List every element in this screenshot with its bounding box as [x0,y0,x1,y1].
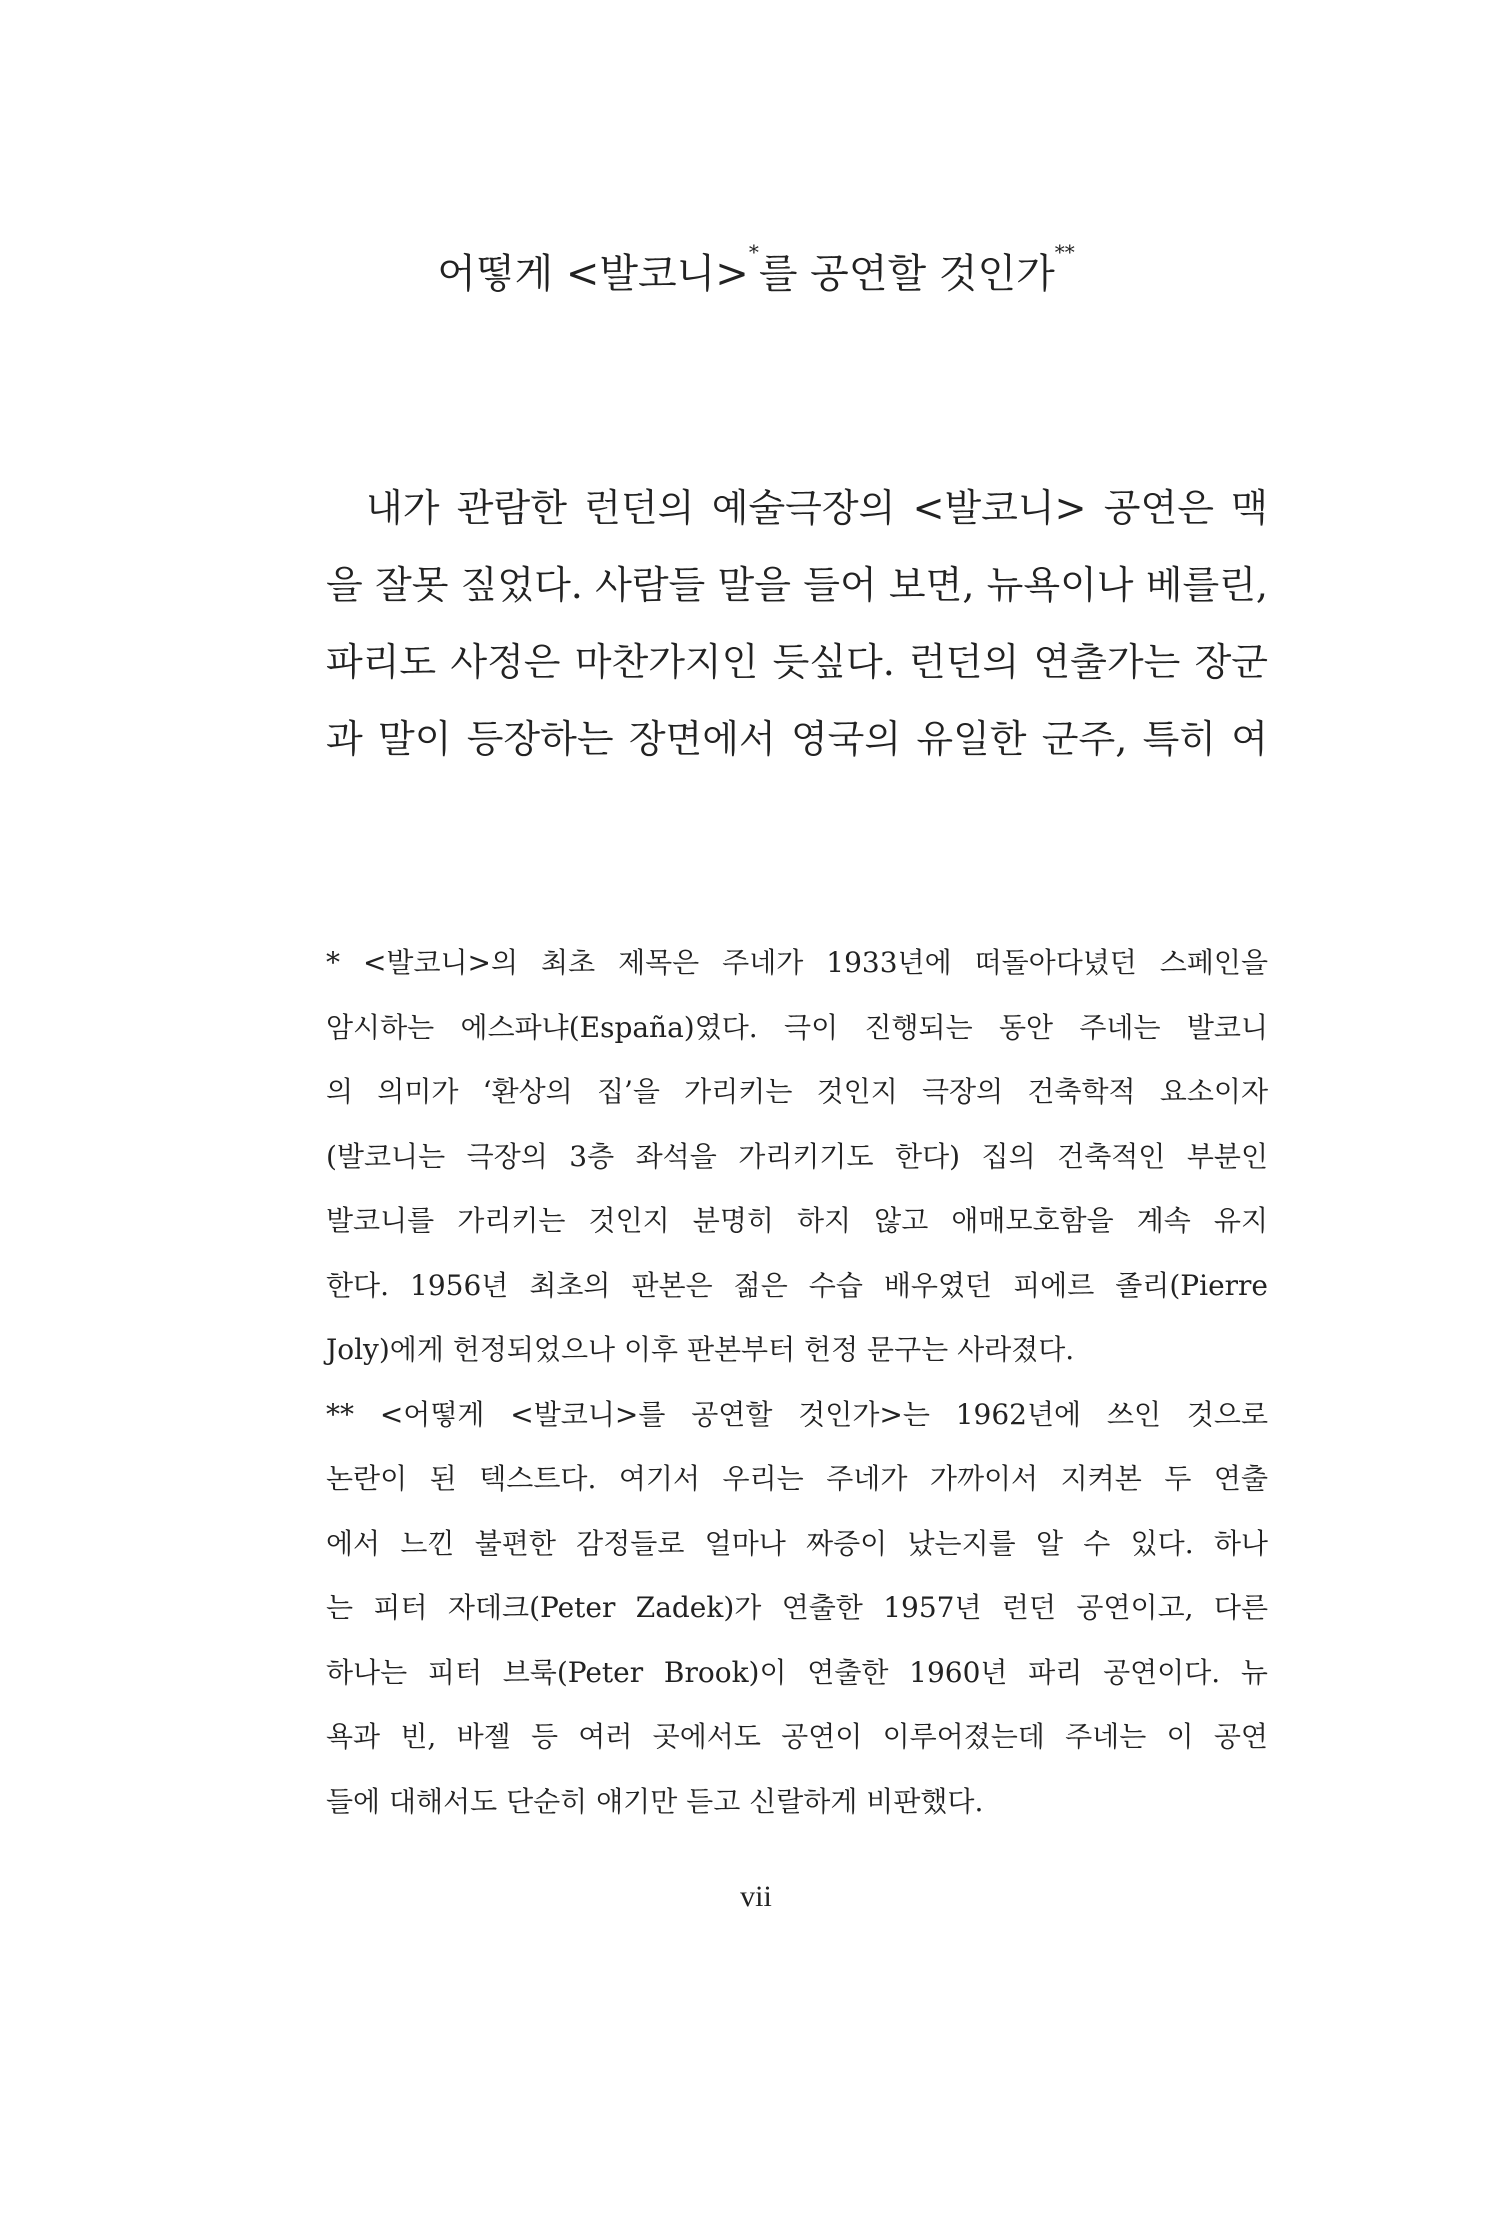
footnote-mark: ** [1054,240,1075,264]
footnote-mark: * [748,240,759,264]
footnote-line: Joly)에게 헌정되었으나 이후 판본부터 헌정 문구는 사라졌다. [326,1333,1075,1366]
page-number: vii [740,1880,772,1913]
body-text [326,478,1268,786]
footnote-line: 욕과 빈, 바젤 등 여러 곳에서도 공연이 이루어졌는데 주네는 이 공연 [326,1720,1268,1753]
footnote-line: 암시하는 에스파냐(España)였다. 극이 진행되는 동안 주네는 발코니 [326,1010,1268,1044]
body-line: 내가 관람한 런던의 예술극장의 <발코니> 공연은 맥 [366,486,1268,530]
footnote-line: (발코니는 극장의 3층 좌석을 가리키기도 한다) 집의 건축적인 부분인 [326,1139,1268,1173]
footnote-line: 의 의미가 ‘환상의 집’을 가리키는 것인지 극장의 건축학적 요소이자 [326,1075,1268,1108]
footnote-line: 논란이 된 텍스트다. 여기서 우리는 주네가 가까이서 지켜본 두 연출 [326,1462,1268,1495]
title-text: 를 공연할 것인가 [758,251,1055,297]
footnote-line: 한다. 1956년 최초의 판본은 젊은 수습 배우였던 피에르 졸리(Pierre [326,1268,1268,1302]
body-line: 을 잘못 짚었다. 사람들 말을 들어 보면, 뉴욕이나 베를린, [326,563,1268,607]
body-line: 파리도 사정은 마찬가지인 듯싶다. 런던의 연출가는 장군 [326,640,1268,684]
page-title [0,242,1512,299]
footnote-line: * <발코니>의 최초 제목은 주네가 1933년에 떠돌아다녔던 스페인을 [326,946,1268,979]
footnote-line: 에서 느낀 불편한 감정들로 얼마나 짜증이 났는지를 알 수 있다. 하나 [326,1526,1268,1560]
title-text: 어떻게 <발코니> [437,251,749,297]
footnote-line: 들에 대해서도 단순히 얘기만 듣고 신랄하게 비판했다. [326,1784,984,1818]
footnote-line: ** <어떻게 <발코니>를 공연할 것인가>는 1962년에 쓰인 것으로 [326,1397,1268,1431]
footnote-line: 발코니를 가리키는 것인지 분명히 하지 않고 애매모호함을 계속 유지 [326,1204,1268,1237]
footnotes [326,935,1268,1838]
body-line: 과 말이 등장하는 장면에서 영국의 유일한 군주, 특히 여 [326,717,1268,761]
footnote-line: 하나는 피터 브룩(Peter Brook)이 연출한 1960년 파리 공연이다. 뉴 [326,1655,1268,1689]
footnote-line: 는 피터 자데크(Peter Zadek)가 연출한 1957년 런던 공연이고, 다른 [326,1591,1268,1624]
